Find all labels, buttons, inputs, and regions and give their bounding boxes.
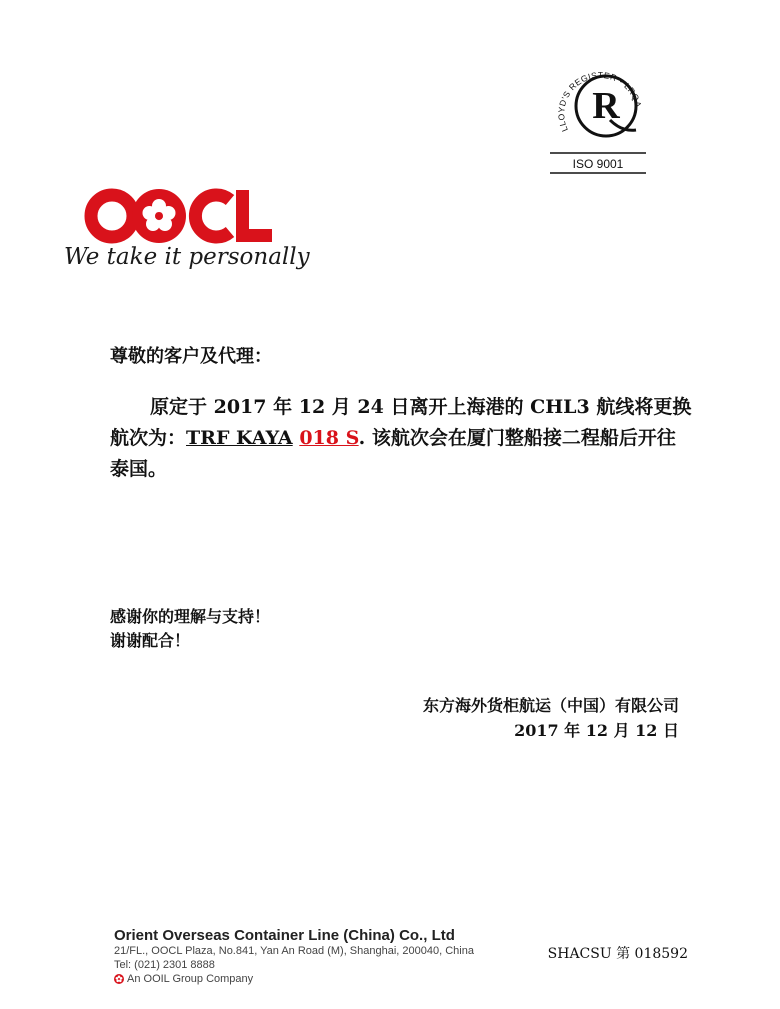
signature-date: 2017 年 12 月 12 日 [514,721,679,740]
voyage-detail: . 该航次会在厦门整船接二程船后开往 [358,427,676,449]
lrqa-seal-graphic [548,56,648,178]
tagline: We take it personally [64,244,310,270]
voyage-number: 018 S [299,427,359,449]
footer-telephone: Tel: (021) 2301 8888 [114,959,215,971]
footer-group-text: An OOIL Group Company [127,973,254,985]
ooil-blossom-icon [114,974,124,984]
iso-9001-label: ISO 9001 [572,157,624,171]
body-line-1: 原定于 2017 年 12 月 24 日离开上海港的 CHL3 航线将更换 [150,396,692,418]
footer-group-line [114,973,253,985]
cooperation-line: 谢谢配合！ [110,631,191,650]
svg-text:R: R [592,85,620,127]
body-line-2 [110,423,676,450]
reference-number: SHACSU 第 018592 [547,946,688,962]
footer-company-name: Orient Overseas Container Line (China) Co., Ltd [114,927,455,944]
seal-arc-text: LLOYD'S REGISTER • LRQA [556,69,644,134]
signature-company: 东方海外货柜航运（中国）有限公司 [422,696,679,715]
body-line-3: 泰国。 [110,458,168,480]
footer-address: 21/FL., OOCL Plaza, No.841, Yan An Road (M), Shanghai, 200040, China [114,945,474,957]
thanks-line: 感谢你的理解与支持！ [110,607,271,626]
oocl-logo [84,188,274,244]
oocl-wordmark [84,188,274,244]
lrqa-iso-seal [548,56,648,178]
vessel-name: TRF KAYA [186,427,293,449]
greeting: 尊敬的客户及代理： [110,346,272,367]
voyage-intro: 航次为： [110,427,187,449]
